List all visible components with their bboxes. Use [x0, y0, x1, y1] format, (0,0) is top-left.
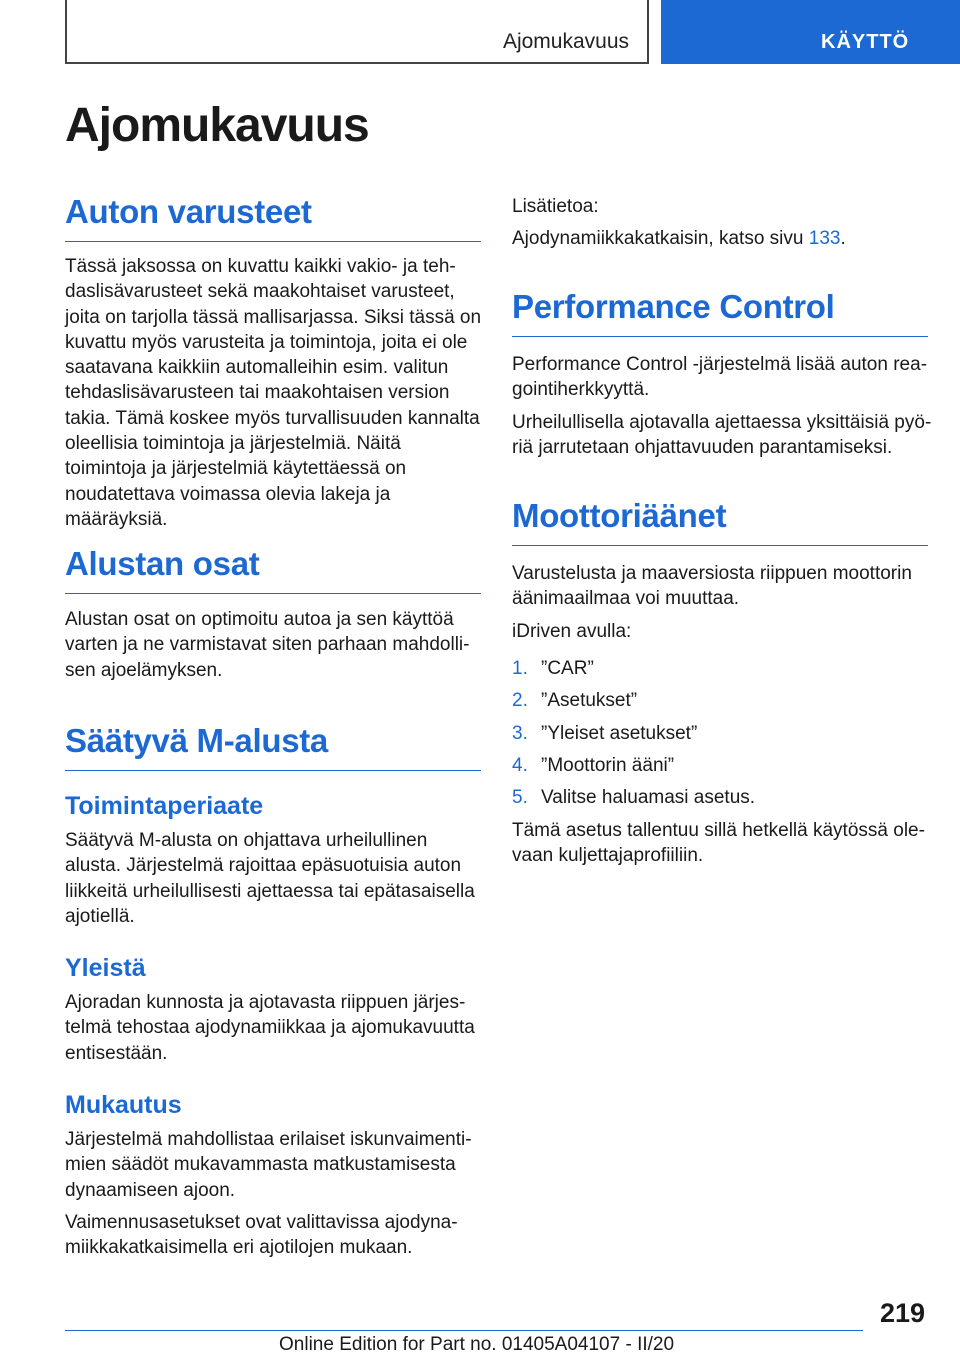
principle-text: Säätyvä M-alusta on ohjattava urheilullinen alusta. Järjestelmä rajoittaa epäsuotuisia auton liikkeitä urheilullisesti ajettaessa tai epätasaisella ajotiellä. [65, 830, 475, 927]
step-text: ”Asetukset” [541, 690, 638, 712]
step-number: 4. [512, 754, 528, 776]
step-number: 2. [512, 690, 528, 712]
info-label: Lisätietoa: [512, 196, 599, 217]
engine-sound-text-2: iDriven avulla: [512, 621, 632, 642]
header-chapter-tab[interactable]: KÄYTTÖ [661, 0, 960, 64]
heading-performance-control: Performance Control [512, 288, 928, 337]
step-text: ”CAR” [541, 658, 594, 679]
engine-sound-text-1: Varustelusta ja maaversiosta riippuen moottorin äänimaailmaa voi muuttaa. [512, 563, 912, 610]
list-item [512, 753, 928, 785]
step-number: 5. [512, 787, 528, 809]
info-end: . [840, 228, 846, 249]
list-item [512, 785, 928, 817]
list-item [512, 688, 928, 720]
page-title: Ajomukavuus [65, 99, 369, 152]
info-paragraph [512, 226, 932, 251]
engine-sound-text-3: Tämä asetus tallentuu sillä hetkellä käytössä olevaan kuljettajaprofiiliin. [512, 820, 925, 867]
heading-alustan-osat: Alustan osat [65, 545, 481, 594]
heading-toimintaperiaate: Toimintaperiaate [65, 792, 264, 820]
page-number: 219 [880, 1298, 926, 1328]
header-box [65, 0, 649, 64]
adapt-text-1: Järjestelmä mahdollistaa erilaiset iskunvaimentimien säädöt mukavammasta matkustamisesta dynaamiseen ajoon. [65, 1129, 472, 1201]
info-text: Ajodynamiikkakatkaisin, katso sivu [512, 228, 809, 249]
heading-mukautus: Mukautus [65, 1091, 182, 1119]
step-number: 1. [512, 658, 528, 679]
equipment-text: Tässä jaksossa on kuvattu kaikki vakio- ja tehdaslisävarusteet sekä maakohtaiset varusteet, joita on tarjolla tässä mallisarjassa. Siksi tässä on kuvattu myös varusteita ja toimintoja, joita ei ole saatavana kaikkiin automalleihin esim. valitun tehdaslisävarusteen tai maakohtaisen version takia. Tämä koskee myös turvallisuuden kannalta oleellisia toimintoja ja järjestelmiä. Näitä toimintoja ja järjestelmiä käytettäessä on noudatettava voimassa olevia lakeja ja määräyksiä. [65, 256, 482, 530]
performance-text-1: Performance Control -järjestelmä lisää auton reagointiherkkyyttä. [512, 354, 928, 401]
list-item [512, 656, 928, 688]
list-item [512, 721, 928, 753]
heading-moottoriaanet: Moottoriäänet [512, 497, 928, 546]
general-text: Ajoradan kunnosta ja ajotavasta riippuen järjestelmä tehostaa ajodynamiikkaa ja ajomukavuutta entisestään. [65, 992, 475, 1064]
step-text: ”Moottorin ääni” [541, 754, 675, 776]
footer-edition: Online Edition for Part no. 01405A04107 - II/20 [279, 1334, 675, 1355]
heading-yleista: Yleistä [65, 954, 146, 982]
heading-saatyva-m-alusta: Säätyvä M-alusta [65, 722, 481, 771]
header-section-title: Ajomukavuus [502, 30, 629, 53]
step-text: Valitse haluamasi asetus. [541, 787, 756, 809]
step-text: ”Yleiset asetukset” [541, 722, 698, 744]
page-link-133[interactable]: 133 [808, 228, 841, 249]
heading-auton-varusteet: Auton varusteet [65, 193, 481, 242]
footer-divider [65, 1330, 863, 1331]
chassis-text: Alustan osat on optimoitu autoa ja sen käyttöä varten ja ne varmistavat siten parhaan mahdollisen ajoelämyksen. [65, 609, 470, 681]
idrive-steps-list [512, 656, 928, 817]
performance-text-2: Urheilullisella ajotavalla ajettaessa yksittäisiä pyöriä jarrutetaan ohjattavuuden parantamiseksi. [512, 412, 932, 459]
step-number: 3. [512, 722, 528, 744]
adapt-text-2: Vaimennusasetukset ovat valittavissa ajodynamiikkakatkaisimella eri ajotilojen mukaan. [65, 1212, 458, 1259]
